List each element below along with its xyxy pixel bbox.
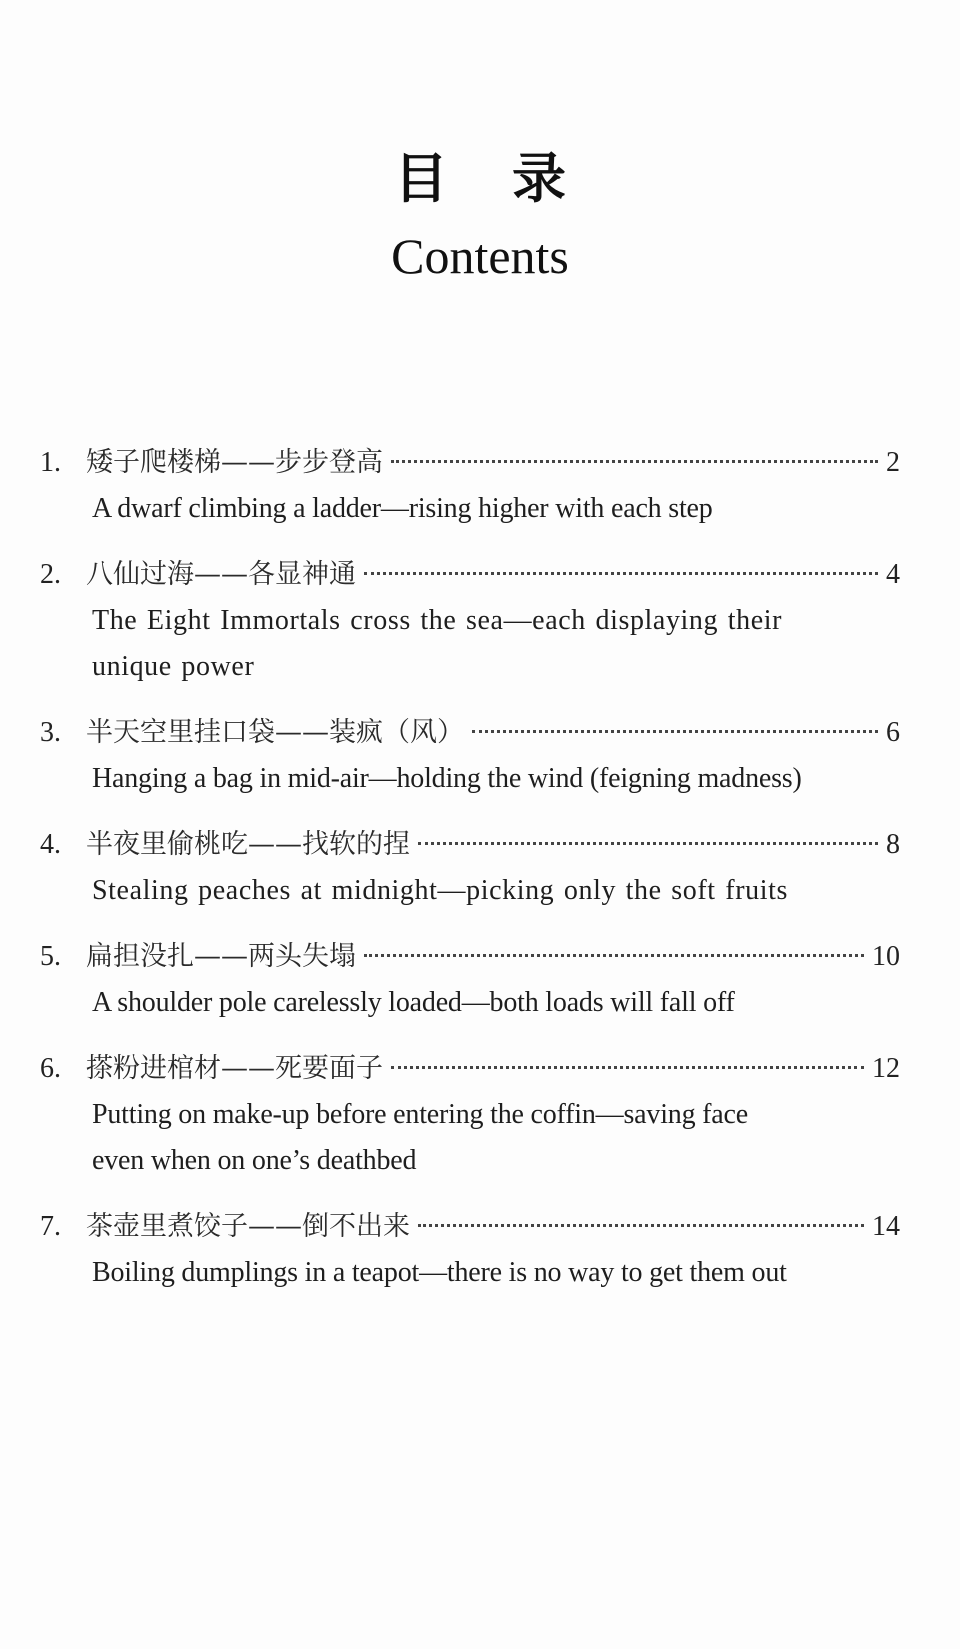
toc-entry-heading bbox=[40, 552, 900, 598]
toc-entry-3[interactable] bbox=[40, 710, 900, 802]
dot-leader bbox=[391, 458, 878, 463]
entry-chinese-title: 半天空里挂口袋——装疯（风） bbox=[86, 717, 464, 748]
entry-page-number[interactable]: 4 bbox=[886, 559, 900, 590]
entry-number: 5. bbox=[40, 941, 61, 972]
toc-entry-heading bbox=[40, 1204, 900, 1250]
toc-entry-heading bbox=[40, 1046, 900, 1092]
toc-entry-2[interactable] bbox=[40, 552, 900, 690]
entry-english-translation: A dwarf climbing a ladder—rising higher with each step bbox=[92, 493, 713, 524]
dot-leader bbox=[418, 840, 878, 845]
toc-entry-heading bbox=[40, 710, 900, 756]
entry-page-number[interactable]: 10 bbox=[872, 941, 900, 972]
entry-number: 1. bbox=[40, 447, 61, 478]
entry-english-translation: Hanging a bag in mid-air—holding the wind (feigning madness) bbox=[92, 763, 802, 794]
table-of-contents bbox=[40, 440, 900, 1316]
toc-entry-5[interactable] bbox=[40, 934, 900, 1026]
entry-chinese-title: 半夜里偷桃吃——找软的捏 bbox=[86, 829, 410, 860]
toc-entry-1[interactable] bbox=[40, 440, 900, 532]
entry-page-number[interactable]: 12 bbox=[872, 1053, 900, 1084]
toc-entry-4[interactable] bbox=[40, 822, 900, 914]
toc-entry-7[interactable] bbox=[40, 1204, 900, 1296]
dot-leader bbox=[472, 728, 878, 733]
entry-english-translation: The Eight Immortals cross the sea—each displaying their unique power bbox=[92, 605, 783, 682]
entry-page-number[interactable]: 6 bbox=[886, 717, 900, 748]
entry-page-number[interactable]: 14 bbox=[872, 1211, 900, 1242]
page-title-english: Contents bbox=[391, 228, 569, 284]
entry-number: 3. bbox=[40, 717, 61, 748]
dot-leader bbox=[364, 952, 864, 957]
entry-english-translation: Putting on make-up before entering the coffin—saving face even when on one’s deathbed bbox=[92, 1099, 748, 1176]
entry-chinese-title: 茶壶里煮饺子——倒不出来 bbox=[86, 1211, 410, 1242]
entry-number: 4. bbox=[40, 829, 61, 860]
entry-english-translation: A shoulder pole carelessly loaded—both loads will fall off bbox=[92, 987, 735, 1018]
page-title-chinese: 目录 bbox=[394, 146, 630, 210]
entry-chinese-title: 八仙过海——各显神通 bbox=[86, 559, 356, 590]
dot-leader bbox=[391, 1064, 864, 1069]
entry-number: 6. bbox=[40, 1053, 61, 1084]
toc-entry-heading bbox=[40, 822, 900, 868]
entry-page-number[interactable]: 8 bbox=[886, 829, 900, 860]
entry-english-translation: Stealing peaches at midnight—picking only the soft fruits bbox=[92, 875, 788, 906]
entry-number: 7. bbox=[40, 1211, 61, 1242]
dot-leader bbox=[364, 570, 878, 575]
toc-entry-6[interactable] bbox=[40, 1046, 900, 1184]
dot-leader bbox=[418, 1222, 864, 1227]
entry-chinese-title: 搽粉进棺材——死要面子 bbox=[86, 1053, 383, 1084]
entry-chinese-title: 扁担没扎——两头失塌 bbox=[86, 941, 356, 972]
entry-page-number[interactable]: 2 bbox=[886, 447, 900, 478]
entry-number: 2. bbox=[40, 559, 61, 590]
toc-entry-heading bbox=[40, 934, 900, 980]
entry-chinese-title: 矮子爬楼梯——步步登高 bbox=[86, 447, 383, 478]
toc-entry-heading bbox=[40, 440, 900, 486]
entry-english-translation: Boiling dumplings in a teapot—there is no way to get them out bbox=[92, 1257, 787, 1288]
